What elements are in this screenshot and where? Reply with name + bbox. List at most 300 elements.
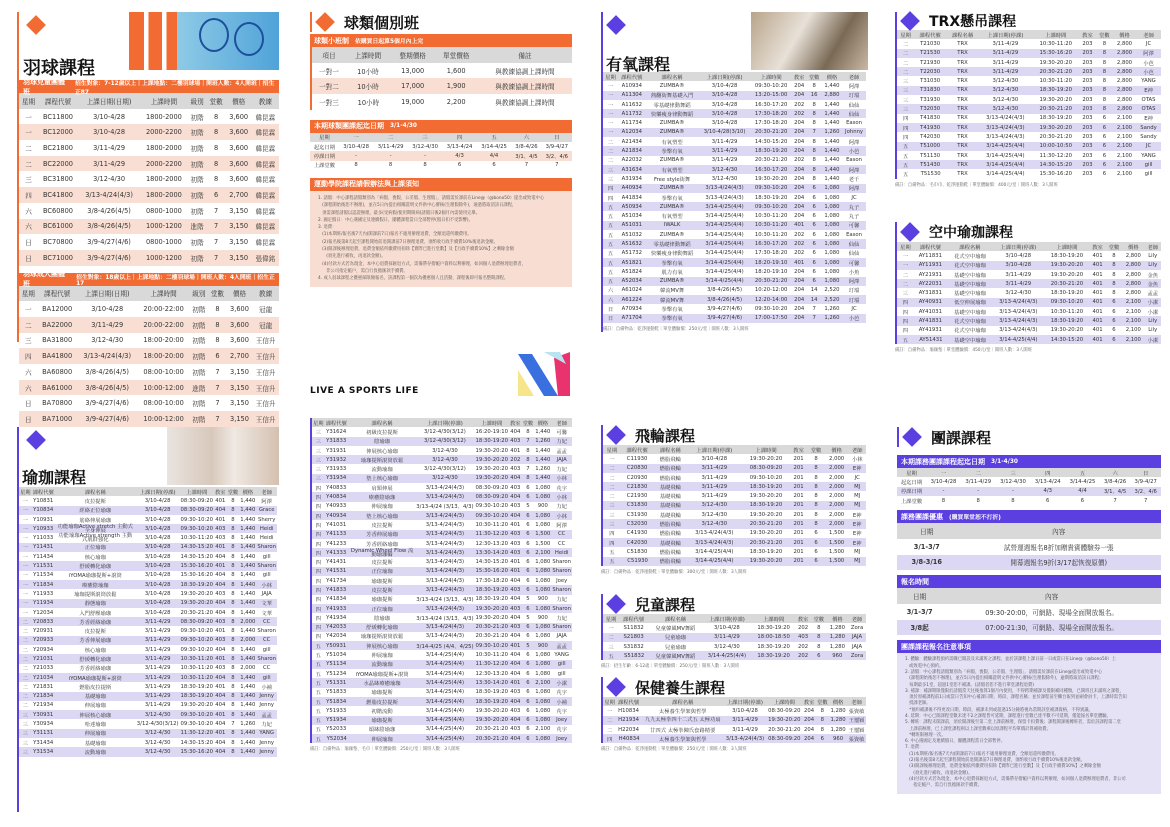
table-cell: 1,440	[240, 497, 256, 504]
table-cell: 17:30-18:20	[754, 250, 788, 257]
table-cell: 1,080	[535, 633, 551, 640]
table-cell: 3/13-4/24(4/3)	[415, 604, 474, 613]
table-cell: 2,100	[535, 549, 551, 556]
table-cell: 3/13-4/24(4/3)	[986, 115, 1025, 122]
table-cell: 1,440	[822, 165, 842, 174]
table-cell: 2,100	[535, 679, 551, 686]
column-header: 課程代號	[325, 418, 349, 427]
yoga-panel	[17, 427, 277, 812]
table-cell: 孟孟	[556, 448, 567, 455]
table-cell: 五	[602, 557, 621, 566]
table-cell: 2,700	[226, 187, 252, 203]
table-cell: 204	[792, 165, 807, 174]
table-cell: 3/8-4/26(4/5)	[707, 287, 743, 294]
table-cell: 芳香經絡瑜珈	[79, 666, 112, 673]
table-cell: gill	[551, 660, 572, 669]
table-cell: 老千	[848, 176, 860, 183]
table-cell: -	[996, 487, 1031, 496]
table-cell: 一	[22, 591, 28, 598]
table-row	[603, 137, 866, 146]
table-cell: 20:30-21:20	[475, 633, 508, 640]
table-cell: 6	[522, 585, 535, 594]
table-cell: 14:30-15:20	[1045, 335, 1090, 344]
table-cell: 401	[215, 516, 226, 523]
table-row	[897, 477, 1161, 486]
table-cell: 三	[903, 97, 909, 104]
table-cell: 20:00-22:00	[138, 317, 190, 333]
table-cell: 3/12-4/30	[701, 511, 728, 518]
table-cell: 18:00-18:50	[752, 633, 795, 642]
table-cell: 6	[208, 348, 227, 364]
table-cell: 15:30-16:20	[1039, 171, 1072, 178]
table-cell: A51824	[621, 268, 643, 275]
table-cell: 3/12-4/30	[432, 447, 458, 454]
table-cell: ZUMBA®	[659, 82, 685, 89]
table-cell: 404	[510, 652, 521, 659]
table-cell: 203	[1082, 78, 1093, 85]
table-cell: 小林	[551, 492, 572, 501]
table-cell: 3/11-4/29	[144, 702, 171, 709]
table-cell: S31832	[623, 643, 644, 650]
table-cell: 8	[814, 511, 818, 518]
table-cell: 7	[1113, 497, 1117, 504]
table-cell: 19:30-20:20	[475, 466, 508, 473]
table-row	[19, 561, 277, 570]
table-cell: 18:30-19:20	[757, 643, 790, 650]
table-cell: iYOMA瑜珈提斯+滾筒	[68, 573, 122, 580]
table-cell: 18:20-19:10	[751, 258, 792, 267]
table-cell: 初階	[190, 411, 209, 427]
table-cell: 8	[215, 305, 220, 314]
table-cell: 3/10-4/28	[1005, 252, 1032, 259]
table-cell: 401	[510, 447, 521, 454]
table-cell: 8	[1106, 279, 1122, 288]
table-cell: 3/13-4/24 (3/13、4/3)	[416, 597, 474, 604]
table-cell: 1800-2000	[145, 175, 182, 184]
column-header: 級別	[188, 93, 207, 109]
table-row	[602, 547, 866, 556]
table-cell: 3/12-4/30	[686, 519, 742, 528]
column-header: 教練	[252, 286, 279, 302]
column-header: 老師	[551, 418, 572, 427]
table-row	[602, 725, 866, 734]
health-schedule-table	[601, 697, 866, 743]
table-cell: 19:30-20:20	[754, 175, 788, 182]
table-cell: Y20833	[33, 618, 54, 625]
table-cell: TRX	[957, 133, 968, 140]
section-subtitle: 招生對象：7-12歲以上｜上課地點：二樓羽球場｜開班人數：4人開班｜招生正87	[74, 80, 275, 96]
table-cell: TRX	[957, 40, 968, 47]
column-header: 堂數	[1096, 30, 1113, 39]
table-cell: A11734	[621, 120, 643, 127]
table-cell: 初階	[190, 348, 209, 364]
table-cell: 204	[792, 295, 807, 304]
table-cell: 兒童韓風MV舞蹈	[649, 651, 701, 660]
table-cell: 6	[526, 559, 530, 566]
table-cell: 3/9-4/27(4/6)	[707, 306, 743, 313]
table-cell: 7	[215, 399, 220, 408]
table-cell: 3/13-4/24(4/3)	[415, 530, 474, 539]
table-row	[603, 239, 866, 248]
table-cell: 3/14-4/25	[481, 143, 507, 150]
table-cell: 2,100	[535, 726, 551, 733]
table-cell: ZUMBA®	[659, 231, 685, 238]
table-cell: 五	[607, 269, 614, 276]
section-subtitle: 3/1-4/30	[991, 458, 1018, 465]
table-cell: 8	[522, 474, 535, 483]
table-cell: 阿澤	[261, 498, 272, 505]
table-cell: 拳擊有氧	[661, 307, 683, 314]
table-cell: 16	[807, 91, 822, 100]
table-cell: 203	[1079, 67, 1096, 76]
table-cell: 2,000	[829, 455, 845, 462]
table-cell: 一	[603, 109, 618, 118]
table-cell: 6	[807, 184, 822, 193]
table-cell: 太極養生學架與哲學	[658, 708, 707, 715]
table-cell: Grace	[256, 506, 277, 515]
table-cell: OTAS	[1141, 96, 1156, 103]
table-row	[19, 710, 277, 719]
column-header: 價格	[822, 72, 842, 81]
table-cell: Y51933	[326, 707, 347, 714]
table-cell: 3/11-4/29	[1005, 271, 1032, 278]
table-cell: 3/2、4/6	[1130, 487, 1161, 496]
table-cell: 6	[526, 540, 530, 547]
table-cell: 上課堂數	[313, 163, 336, 170]
table-cell: iYOMA瑜珈提斯+滾筒	[55, 673, 136, 682]
table-cell: 四	[903, 134, 909, 141]
table-cell: 203	[1082, 96, 1093, 103]
table-cell: 404	[215, 721, 226, 728]
table-cell: gill	[262, 646, 271, 653]
table-cell: 201	[793, 548, 804, 555]
table-cell: 3/9-4/27(4/6)	[85, 399, 129, 408]
table-cell: 3/13-4/24(4/3)	[992, 316, 1045, 325]
table-cell: 19:30-20:20	[1033, 123, 1079, 132]
table-cell: 起迄日期	[313, 144, 336, 151]
table-cell: 6	[522, 567, 535, 576]
table-cell: 王璽穎	[848, 727, 865, 734]
table-cell: 202	[795, 651, 811, 660]
table-cell: CC	[256, 617, 277, 626]
table-cell: 3/13-4/24(4/3)	[415, 548, 474, 557]
table-cell: 2,000	[825, 482, 849, 491]
table-cell: 小潔	[1145, 335, 1161, 344]
table-cell: 6	[522, 548, 535, 557]
column-header: 價格	[829, 697, 847, 706]
table-cell: 203	[1079, 104, 1096, 113]
table-cell: 3/14-4/25(4/4)	[699, 277, 751, 286]
period-table	[310, 133, 572, 170]
table-cell: 3,150	[230, 367, 249, 376]
table-cell: 8	[231, 739, 235, 746]
column-header: 課程名稱	[646, 72, 699, 81]
table-row	[19, 496, 277, 505]
table-cell: H21934	[616, 716, 641, 725]
table-cell: 起迄日期	[900, 479, 923, 486]
table-cell: 8	[227, 729, 240, 738]
table-cell: 瑜珈提斯	[371, 597, 393, 604]
table-cell: 1,440	[240, 516, 256, 523]
table-cell: 四	[311, 511, 325, 520]
table-cell: 202	[794, 157, 805, 164]
table-row	[603, 174, 866, 183]
table-cell: 10:30-11:20	[1050, 308, 1084, 315]
table-cell: gill	[1144, 171, 1153, 178]
table-cell: -	[373, 151, 407, 160]
table-cell: 1,080	[535, 661, 551, 668]
table-cell: 基礎瑜珈	[84, 740, 106, 747]
table-cell: 二	[607, 139, 614, 146]
table-cell: A50934	[618, 202, 646, 211]
table-cell: 一	[22, 554, 28, 561]
table-cell: 1800-2000	[145, 112, 182, 121]
table-cell: 3/13-4/24(4/3)	[77, 348, 138, 364]
table-cell: 仙仙	[842, 109, 866, 118]
table-cell: 3/11-4/29	[732, 726, 758, 733]
table-row	[896, 95, 1161, 104]
column-header: 課程代號	[38, 286, 77, 302]
table-cell: 6	[207, 187, 226, 203]
table-cell: 6	[522, 530, 535, 539]
table-cell: 3/11-4/29	[93, 143, 126, 152]
table-cell: 8	[1102, 96, 1107, 103]
table-cell: C21930	[626, 493, 648, 500]
table-cell: 金魚	[1147, 272, 1159, 279]
table-cell: 15:30-16:20	[180, 572, 213, 579]
table-cell: 小補	[551, 697, 572, 706]
table-cell: 3/14-4/25(4/4)	[425, 652, 465, 659]
table-cell: 燃脂飛輪	[654, 519, 686, 528]
table-cell: 1,440	[240, 628, 256, 635]
table-cell: Y21034	[33, 674, 54, 681]
table-cell: A61024	[621, 287, 643, 294]
table-cell: 二	[602, 716, 616, 725]
table-cell: 1,280	[830, 717, 846, 724]
table-cell: Y51234	[326, 670, 347, 677]
table-cell: 3/13-4/24(4/3)	[78, 187, 140, 203]
table-cell: 08:30-09:20	[180, 507, 213, 514]
table-cell: 6	[522, 697, 535, 706]
table-cell: 伸展核心瑜珈	[366, 448, 398, 455]
table-cell: 王璽穎	[847, 716, 866, 725]
table-cell: 芃宇	[556, 708, 567, 715]
table-cell: 三	[602, 501, 621, 510]
table-cell: 403	[215, 590, 226, 597]
table-row	[19, 719, 277, 728]
table-cell: A40934	[618, 184, 646, 193]
table-cell: 19:30-20:20	[1050, 327, 1084, 334]
table-row	[19, 187, 279, 203]
table-cell: 20:30-21:20	[1033, 67, 1079, 76]
table-cell: 陰瑜珈	[349, 437, 415, 446]
brand-slogan: LIVE A SPORTS LIFE	[310, 386, 419, 396]
table-cell: TRX	[947, 142, 978, 151]
table-cell: 1,500	[829, 548, 845, 555]
table-cell: 功能瑜珈Active strength 主動式肌群強化	[58, 533, 133, 544]
table-cell: 3/11-4/29	[144, 683, 171, 690]
section-title: 課務團課優惠	[901, 512, 943, 521]
notice-line: (課程開始後恕不辦理)，並在5日內提出相關證明文件供中心審核(生理假除外)，逾期將取消該日課程；	[905, 676, 1104, 682]
table-cell: 8	[1106, 261, 1122, 270]
table-cell: 13:30-14:20	[475, 679, 508, 686]
table-cell: 流動瑜珈	[371, 467, 393, 474]
table-cell: 3/1、4/5	[511, 151, 541, 160]
table-row	[602, 557, 866, 566]
badminton-photo	[129, 12, 279, 70]
table-cell: 3/11-4/29	[136, 636, 180, 645]
table-cell: 5	[526, 503, 530, 510]
brand-logo	[518, 352, 570, 396]
table-cell: 2,000	[825, 519, 849, 528]
table-cell: 王信升	[252, 380, 279, 396]
table-cell: ZUMBA®	[659, 157, 685, 164]
table-cell: 403	[795, 633, 811, 642]
table-cell: 3/10-4/28(3/10)	[699, 128, 751, 137]
table-cell: 水晶缽療癒瑜珈	[349, 678, 415, 687]
table-row	[897, 620, 1161, 636]
table-cell: 09:30-10:20	[475, 503, 508, 510]
table-cell: 3/12-4/30	[136, 747, 180, 756]
table-cell: 09:30-10:20	[475, 642, 508, 649]
table-cell: 1,600	[446, 66, 466, 75]
table-cell: E神	[848, 538, 866, 547]
table-cell: 20:30-21:20	[751, 128, 792, 137]
table-cell: A11632	[621, 101, 643, 108]
table-cell: 3/13-4/24 (3/13、4/3)	[416, 504, 474, 511]
table-cell: 20:30-21:20	[475, 624, 508, 631]
notice-text	[310, 191, 572, 287]
table-row	[19, 673, 277, 682]
footnote: 備註：自備物品：毛巾巾、乾淨運動鞋｜單堂體驗價：400元/堂｜開班人數：3人開班	[895, 182, 1058, 188]
table-cell: 19:30-20:20	[1045, 261, 1090, 270]
table-cell: 6	[492, 162, 496, 169]
table-row	[19, 333, 279, 349]
table-cell: 3/12-4/30(3/12)	[136, 721, 179, 728]
table-cell: 四	[602, 538, 621, 547]
table-row	[19, 411, 279, 427]
table-cell: Y11934	[33, 600, 54, 607]
table-cell: 日	[607, 307, 614, 314]
table-cell: 3/11-4/29	[686, 482, 742, 491]
table-cell: 6	[522, 623, 535, 632]
table-cell: 二	[19, 617, 32, 626]
table-cell: 6	[522, 660, 535, 669]
table-cell: 3/14-4/25(4/4)	[415, 697, 474, 706]
table-cell: 8	[1102, 78, 1107, 85]
table-cell: 8	[214, 175, 219, 184]
table-cell: 201	[793, 455, 804, 462]
table-cell: 403	[510, 605, 521, 612]
table-cell: 二	[896, 279, 914, 288]
table-cell: 201	[790, 557, 807, 566]
table-row	[603, 91, 866, 100]
table-row	[896, 142, 1161, 151]
table-row	[311, 734, 572, 743]
table-cell: 初階	[190, 144, 204, 153]
column-header: 三	[996, 468, 1031, 477]
table-cell: 4/3	[1030, 487, 1065, 496]
column-header: 上課時間	[475, 418, 509, 427]
table-cell: 三	[22, 740, 28, 747]
table-cell: 404	[215, 553, 226, 560]
table-cell: 王信升	[252, 411, 279, 427]
table-cell: 五	[603, 239, 618, 248]
table-cell: 停課日期	[897, 487, 926, 496]
table-cell: 2,800	[1122, 279, 1144, 288]
table-cell: 3/11-4/29	[136, 673, 180, 682]
column-header: 項目	[311, 47, 346, 63]
table-row	[19, 533, 277, 542]
table-cell: 五	[311, 660, 325, 669]
table-cell: 7	[807, 314, 822, 323]
table-cell: 瑜珈提斯滾筒放鬆	[360, 634, 404, 641]
table-row	[896, 76, 1161, 85]
table-cell: 8	[227, 747, 240, 756]
column-header: 星期	[602, 697, 616, 706]
table-cell: 1,440	[240, 581, 256, 588]
table-cell: 404	[215, 600, 226, 607]
aerobic-schedule-table	[603, 72, 866, 323]
table-cell: 四	[19, 187, 38, 203]
table-cell: 403	[510, 707, 521, 714]
table-cell: 王信升	[255, 337, 276, 346]
table-cell: 燃脂飛輪	[659, 549, 681, 556]
table-cell: 瑜珈提斯滾筒放鬆	[349, 455, 415, 464]
table-cell: 1,080	[535, 689, 551, 696]
table-cell: 仙仙	[848, 102, 860, 109]
table-cell: 一	[902, 253, 909, 260]
table-cell: 皮拉提斯	[371, 560, 393, 567]
table-cell: 403	[510, 531, 521, 538]
table-cell: 10:20-12:00	[754, 287, 788, 294]
section-title: 瑜珈課程	[22, 468, 87, 487]
table-cell: YANG	[1141, 78, 1156, 85]
table-cell: 小芭	[1136, 67, 1161, 76]
table-cell: 五	[602, 651, 619, 660]
table-cell: C31930	[626, 511, 648, 518]
table-cell: 3/9-4/27	[1134, 478, 1157, 485]
column-header: 二	[373, 133, 407, 142]
table-cell: S51832	[619, 651, 649, 660]
table-cell: 3/10-4/28	[711, 82, 738, 89]
table-cell: 一	[896, 261, 914, 270]
table-cell: ZUMBA®	[646, 277, 699, 286]
column-header: 課程代號	[621, 445, 654, 454]
table-cell: 停課日期	[310, 151, 339, 160]
table-cell: 18:30-19:20	[475, 596, 508, 603]
table-cell: 2,100	[1122, 298, 1144, 307]
table-cell: BC11800	[42, 112, 73, 121]
table-cell: Eason	[846, 157, 863, 164]
table-cell: 201	[790, 519, 807, 528]
table-cell: CC	[551, 530, 572, 539]
table-cell: 伸展瑜珈	[84, 703, 106, 710]
table-cell: 401	[215, 711, 226, 718]
table-cell: 韓流MV舞	[646, 295, 699, 304]
table-cell: 19:30-20:20	[742, 557, 790, 566]
table-cell: 18:30-19:20	[180, 693, 213, 700]
table-cell: 20:30-21:20	[475, 726, 508, 733]
column-header: 堂數	[816, 697, 829, 706]
table-cell: 8	[807, 146, 822, 155]
table-cell: 6	[807, 239, 822, 248]
table-cell: 20:00-22:00	[143, 305, 184, 314]
table-cell: 6	[1102, 171, 1107, 178]
table-cell: 0800-1000	[145, 206, 182, 215]
table-cell: C31830	[621, 501, 654, 510]
table-cell: 401	[215, 563, 226, 570]
